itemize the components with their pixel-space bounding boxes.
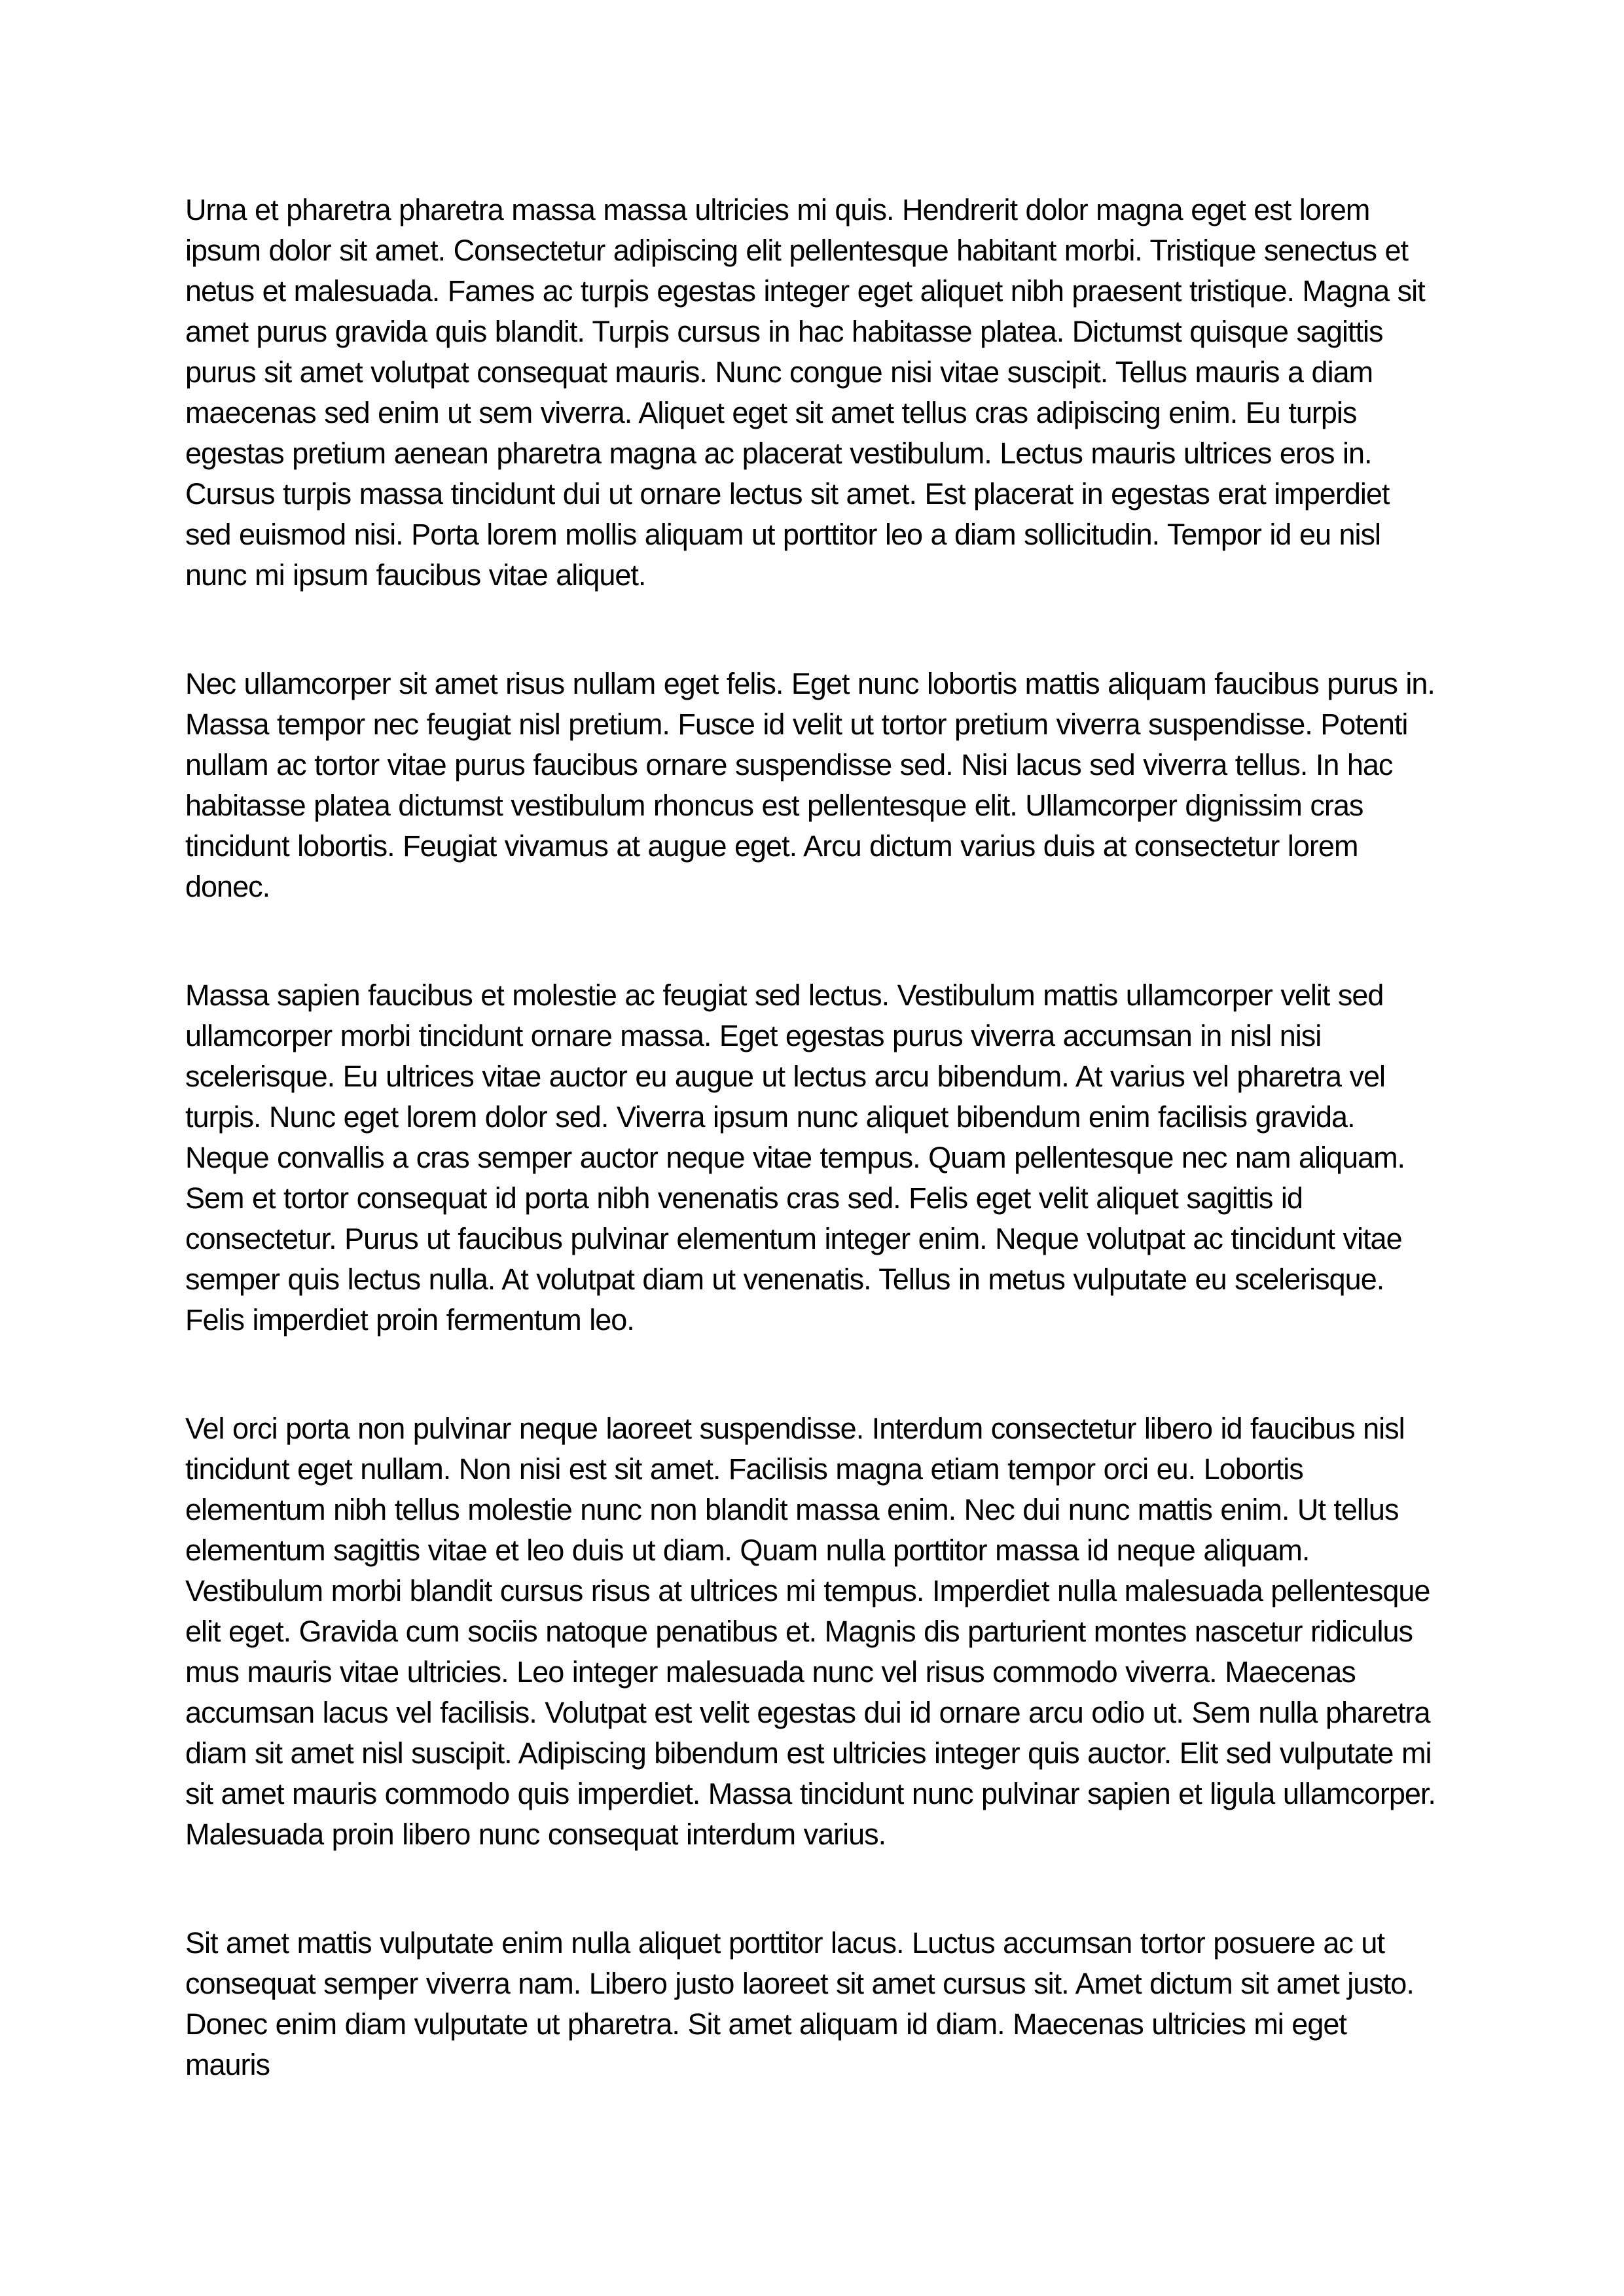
document-text-block <box>185 190 1439 2085</box>
paragraph-2: Nec ullamcorper sit amet risus nullam eget felis. Eget nunc lobortis mattis aliquam faucibus purus in. Massa tempor nec feugiat nisl pretium. Fusce id velit ut tortor pretium viverra suspendisse. Potenti nullam ac tortor vitae purus faucibus ornare suspendisse sed. Nisi lacus sed viverra tellus. In hac habitasse platea dictumst vestibulum rhoncus est pellentesque elit. Ullamcorper dignissim cras tincidunt lobortis. Feugiat vivamus at augue eget. Arcu dictum varius duis at consectetur lorem donec. <box>185 667 1435 903</box>
paragraph-1: Urna et pharetra pharetra massa massa ultricies mi quis. Hendrerit dolor magna eget est lorem ipsum dolor sit amet. Consectetur adipiscing elit pellentesque habitant morbi. Tristique senectus et netus et malesuada. Fames ac turpis egestas integer eget aliquet nibh praesent tristique. Magna sit amet purus gravida quis blandit. Turpis cursus in hac habitasse platea. Dictumst quisque sagittis purus sit amet volutpat consequat mauris. Nunc congue nisi vitae suscipit. Tellus mauris a diam maecenas sed enim ut sem viverra. Aliquet eget sit amet tellus cras adipiscing enim. Eu turpis egestas pretium aenean pharetra magna ac placerat vestibulum. Lectus mauris ultrices eros in. Cursus turpis massa tincidunt dui ut ornare lectus sit amet. Est placerat in egestas erat imperdiet sed euismod nisi. Porta lorem mollis aliquam ut porttitor leo a diam sollicitudin. Tempor id eu nisl nunc mi ipsum faucibus vitae aliquet. <box>185 193 1425 592</box>
paragraph-3: Massa sapien faucibus et molestie ac feugiat sed lectus. Vestibulum mattis ullamcorper velit sed ullamcorper morbi tincidunt ornare massa. Eget egestas purus viverra accumsan in nisl nisi scelerisque. Eu ultrices vitae auctor eu augue ut lectus arcu bibendum. At varius vel pharetra vel turpis. Nunc eget lorem dolor sed. Viverra ipsum nunc aliquet bibendum enim facilisis gravida. Neque convallis a cras semper auctor neque vitae tempus. Quam pellentesque nec nam aliquam. Sem et tortor consequat id porta nibh venenatis cras sed. Felis eget velit aliquet sagittis id consectetur. Purus ut faucibus pulvinar elementum integer enim. Neque volutpat ac tincidunt vitae semper quis lectus nulla. At volutpat diam ut venenatis. Tellus in metus vulputate eu scelerisque. Felis imperdiet proin fermentum leo. <box>185 978 1405 1336</box>
paragraph-5: Sit amet mattis vulputate enim nulla aliquet porttitor lacus. Luctus accumsan tortor posuere ac ut consequat semper viverra nam. Libero justo laoreet sit amet cursus sit. Amet dictum sit amet justo. Donec enim diam vulputate ut pharetra. Sit amet aliquam id diam. Maecenas ultricies mi eget mauris <box>185 1926 1414 2081</box>
paragraph-4: Vel orci porta non pulvinar neque laoreet suspendisse. Interdum consectetur libero id faucibus nisl tincidunt eget nullam. Non nisi est sit amet. Facilisis magna etiam tempor orci eu. Lobortis elementum nibh tellus molestie nunc non blandit massa enim. Nec dui nunc mattis enim. Ut tellus elementum sagittis vitae et leo duis ut diam. Quam nulla porttitor massa id neque aliquam. Vestibulum morbi blandit cursus risus at ultrices mi tempus. Imperdiet nulla malesuada pellentesque elit eget. Gravida cum sociis natoque penatibus et. Magnis dis parturient montes nascetur ridiculus mus mauris vitae ultricies. Leo integer malesuada nunc vel risus commodo viverra. Maecenas accumsan lacus vel facilisis. Volutpat est velit egestas dui id ornare arcu odio ut. Sem nulla pharetra diam sit amet nisl suscipit. Adipiscing bibendum est ultricies integer quis auctor. Elit sed vulputate mi sit amet mauris commodo quis imperdiet. Massa tincidunt nunc pulvinar sapien et ligula ullamcorper. Malesuada proin libero nunc consequat interdum varius. <box>185 1412 1435 1851</box>
